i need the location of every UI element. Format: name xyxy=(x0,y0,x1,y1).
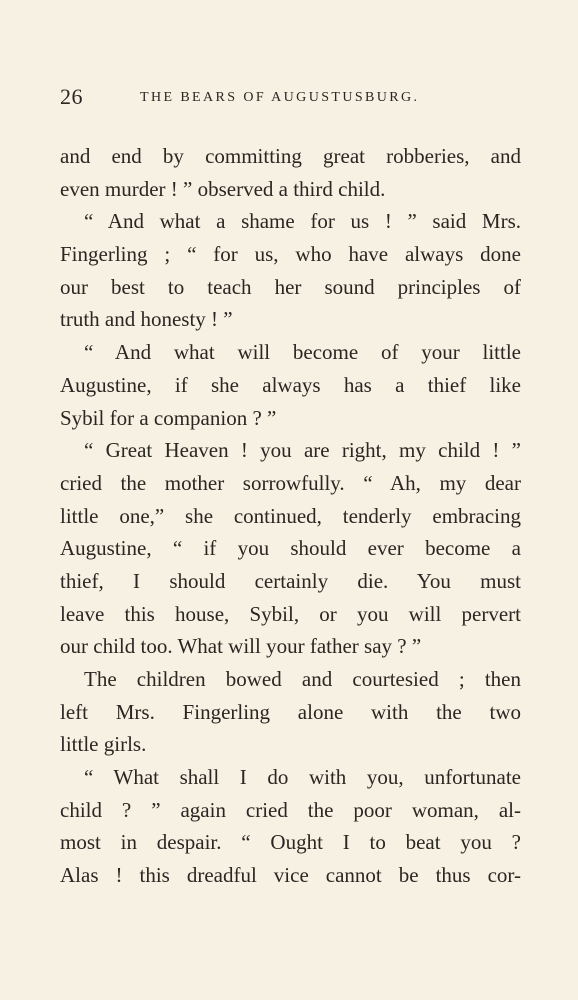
text-line: Augustine, if she always has a thief like xyxy=(60,372,521,397)
text-line: “ And what will become of your little xyxy=(84,340,521,365)
text-line: left Mrs. Fingerling alone with the two xyxy=(60,699,521,724)
text-line: thief, I should certainly die. You must xyxy=(60,568,521,593)
text-line: The children bowed and courtesied ; then xyxy=(84,667,521,691)
text-line: Augustine, “ if you should ever become a xyxy=(60,536,521,561)
text-line: little one,” she continued, tenderly embracing xyxy=(60,503,521,528)
text-line: Sybil for a companion ? ” xyxy=(60,405,277,430)
text-line: our best to teach her sound principles of xyxy=(60,274,521,299)
text-line: Alas ! this dreadful vice cannot be thus cor- xyxy=(60,863,521,888)
text-line: leave this house, Sybil, or you will pervert xyxy=(60,601,521,626)
text-line: even murder ! ” observed a third child. xyxy=(60,176,386,201)
text-line: most in despair. “ Ought I to beat you ? xyxy=(60,830,521,855)
running-title: THE BEARS OF AUGUSTUSBURG. xyxy=(140,90,420,105)
text-line: cried the mother sorrowfully. “ Ah, my dear xyxy=(60,470,521,495)
text-line: and end by committing great robberies, and xyxy=(60,144,521,168)
body-text xyxy=(60,140,521,892)
text-line: “ Great Heaven ! you are right, my child ! ” xyxy=(84,438,521,463)
text-line: Fingerling ; “ for us, who have always done xyxy=(60,242,521,267)
text-line: our child too. What will your father say ? ” xyxy=(60,634,422,659)
text-line: little girls. xyxy=(60,732,147,757)
running-head xyxy=(60,84,522,114)
page-number: 26 xyxy=(60,84,83,109)
text-line: “ And what a shame for us ! ” said Mrs. xyxy=(84,209,521,234)
text-line: child ? ” again cried the poor woman, al- xyxy=(60,797,521,822)
text-line: “ What shall I do with you, unfortunate xyxy=(84,765,521,790)
text-line: truth and honesty ! ” xyxy=(60,307,233,332)
